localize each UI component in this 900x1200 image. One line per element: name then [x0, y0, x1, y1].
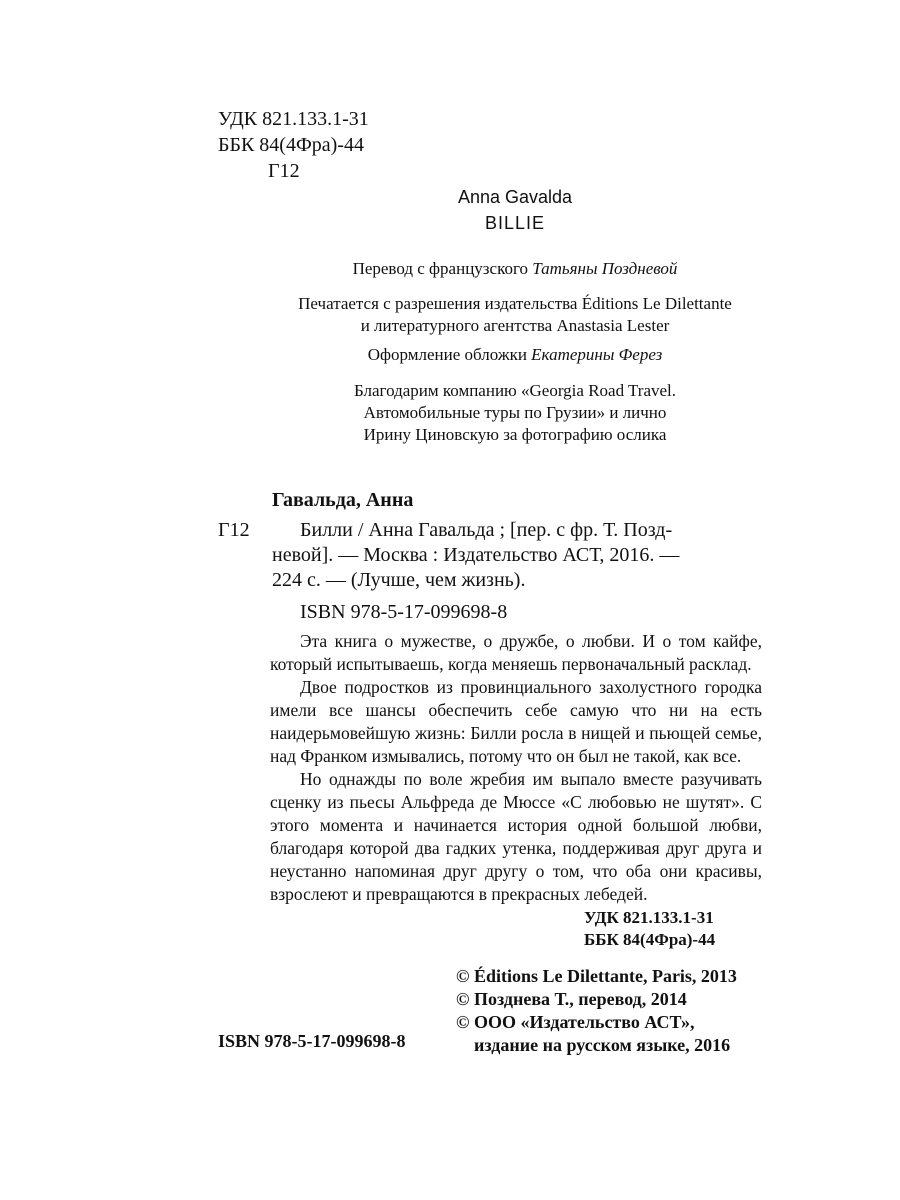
author-mark: Г12 [268, 160, 300, 182]
original-title: BILLIE [484, 213, 546, 233]
copyright-line: © Позднева Т., перевод, 2014 [456, 989, 687, 1009]
permission-line: и литературного агентства Anastasia Lester [360, 316, 670, 335]
original-author: Anna Gavalda [457, 187, 573, 207]
thanks-line: Благодарим компанию «Georgia Road Travel. [353, 381, 677, 400]
catalog-line: 224 с. — (Лучше, чем жизнь). [272, 569, 526, 591]
footer-udk: УДК 821.133.1-31 [584, 908, 714, 927]
thanks-line: Ирину Циновскую за фотографию ослика [363, 425, 667, 444]
catalog-line: невой]. — Москва : Издательство АСТ, 2016. — [272, 544, 680, 566]
cover-credit [250, 344, 780, 366]
copyright-line: © Éditions Le Dilettante, Paris, 2013 [456, 966, 737, 986]
annotation-paragraph: Двое подростков из провинциального захолустного городка имели все шансы обеспечить себе самую что ни на есть наидерьмовейшую жизнь: Билли росла в нищей и пьющей семье, над Франком измывались, потому что он был не такой, как все. [270, 677, 762, 766]
permission-line: Печатается с разрешения издательства Éditions Le Dilettante [298, 294, 732, 313]
annotation-paragraph: Но однажды по воле жребия им выпало вместе разучивать сценку из пьесы Альфреда де Мюссе «С любовью не шутят». С этого момента и начинается история одной большой любви, благодаря которой два гадких утенка, поддерживая друг друга и неустанно напоминая друг другу о том, что оба они красивы, взрослеют и превращаются в прекрасных лебедей. [270, 769, 762, 904]
annotation-paragraph: Эта книга о мужестве, о дружбе, о любви. И о том кайфе, который испытываешь, когда меняешь первоначальный расклад. [270, 631, 762, 674]
footer-isbn: ISBN 978-5-17-099698-8 [218, 1031, 406, 1051]
catalog-code: Г12 [218, 519, 250, 541]
catalog-line: Билли / Анна Гавальда ; [пер. с фр. Т. Позд- [300, 519, 673, 541]
annotation [270, 630, 762, 906]
cover-prefix: Оформление обложки [367, 345, 527, 364]
translator-name: Татьяны Поздневой [532, 259, 678, 278]
catalog-heading: Гавальда, Анна [272, 489, 414, 511]
translation-prefix: Перевод с французского [352, 259, 529, 278]
udk-code: УДК 821.133.1-31 [218, 108, 369, 130]
copyright-line: © ООО «Издательство АСТ», [456, 1012, 695, 1032]
thanks-line: Автомобильные туры по Грузии» и лично [363, 403, 667, 422]
acknowledgements [250, 380, 780, 446]
cover-designer-name: Екатерины Ферез [531, 345, 663, 364]
translation-credit [250, 258, 780, 280]
bbk-code: ББК 84(4Фра)-44 [218, 134, 364, 156]
copyright-line: издание на русском языке, 2016 [474, 1035, 731, 1055]
permission-notice [250, 293, 780, 337]
footer-bbk: ББК 84(4Фра)-44 [584, 930, 716, 949]
catalog-isbn: ISBN 978-5-17-099698-8 [300, 601, 508, 623]
